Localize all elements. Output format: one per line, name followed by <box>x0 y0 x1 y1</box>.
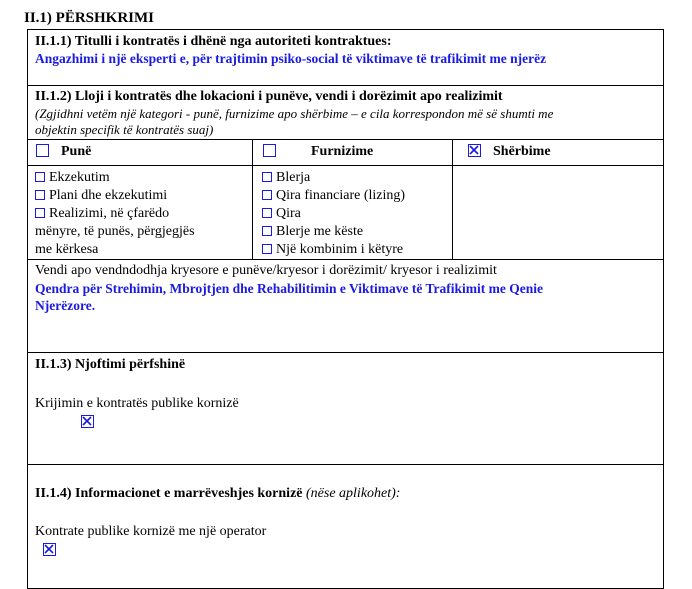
form-frame <box>27 29 664 589</box>
works-option-realization[interactable]: Realizimi, në çfarëdo <box>35 205 169 222</box>
supply-option-rent[interactable]: Qira <box>262 205 301 222</box>
checkbox[interactable] <box>262 244 272 254</box>
divider <box>252 139 253 259</box>
checked-box-icon[interactable] <box>43 543 56 556</box>
framework-creation-label: Krijimin e kontratës publike kornizë <box>35 396 239 411</box>
location-value: Njerëzore. <box>35 298 96 313</box>
works-checkbox[interactable] <box>36 144 49 157</box>
works-option-execution[interactable]: Ekzekutim <box>35 169 110 186</box>
supplies-label: Furnizime <box>311 144 374 159</box>
supply-option-purchase[interactable]: Blerja <box>262 169 310 186</box>
section-title-contract-type: II.1.2) Lloji i kontratës dhe lokacioni i punëve, vendi i dorëzimit apo realizimit <box>35 89 503 104</box>
supply-option-combination[interactable]: Një kombinim i këtyre <box>262 241 403 258</box>
category-supplies[interactable] <box>263 143 373 160</box>
category-services[interactable] <box>468 143 551 160</box>
checkbox[interactable] <box>35 172 45 182</box>
section-title-notice-involves: II.1.3) Njoftimi përfshinë <box>35 357 186 372</box>
checkbox[interactable] <box>262 226 272 236</box>
framework-operator-label: Kontrate publike kornizë me një operator <box>35 524 267 539</box>
divider <box>28 85 663 86</box>
works-option-realization-cont: me kërkesa <box>35 242 99 257</box>
section-title-contract-title: II.1.1) Titulli i kontratës i dhënë nga autoriteti kontraktues: <box>35 34 392 49</box>
framework-operator-checkbox[interactable] <box>43 542 56 559</box>
supply-option-lease[interactable]: Qira financiare (lizing) <box>262 187 405 204</box>
works-label: Punë <box>61 144 92 159</box>
works-option-realization-cont: mënyre, të punës, përgjegjës <box>35 224 195 239</box>
checkbox[interactable] <box>262 208 272 218</box>
divider <box>28 259 663 260</box>
instruction-line-1: (Zgjidhni vetëm një kategori - punë, furnizime apo shërbime – e cila korrespondon më së shumti me <box>35 106 554 121</box>
services-checkbox[interactable] <box>468 144 481 157</box>
checkbox[interactable] <box>262 172 272 182</box>
section-heading: II.1) PËRSHKRIMI <box>24 10 155 26</box>
checkbox[interactable] <box>262 190 272 200</box>
instruction-line-2: objektin specifik të kontratës suaj) <box>35 122 214 137</box>
divider <box>28 464 663 465</box>
section-title-framework-info: II.1.4) Informacionet e marrëveshjes kornizë (nëse aplikohet): <box>35 486 401 501</box>
checked-box-icon[interactable] <box>81 415 94 428</box>
checkbox[interactable] <box>35 208 45 218</box>
works-option-design-execution[interactable]: Plani dhe ekzekutimi <box>35 187 167 204</box>
framework-creation-checkbox[interactable] <box>81 414 94 431</box>
divider <box>452 139 453 259</box>
category-works[interactable] <box>36 143 91 160</box>
divider <box>28 165 663 166</box>
contract-title-value: Angazhimi i një eksperti e, për trajtimin psiko-social të viktimave të trafikimit me njerëz <box>35 51 547 66</box>
location-label: Vendi apo vendndodhja kryesore e punëve/kryesor i dorëzimit/ kryesor i realizimit <box>35 263 497 278</box>
checkbox[interactable] <box>35 190 45 200</box>
services-label: Shërbime <box>493 144 551 159</box>
divider <box>28 352 663 353</box>
supply-option-hire-purchase[interactable]: Blerje me këste <box>262 223 363 240</box>
supplies-checkbox[interactable] <box>263 144 276 157</box>
location-value: Qendra për Strehimin, Mbrojtjen dhe Rehabilitimin e Viktimave të Trafikimit me Qenie <box>35 281 543 296</box>
divider <box>28 139 663 140</box>
